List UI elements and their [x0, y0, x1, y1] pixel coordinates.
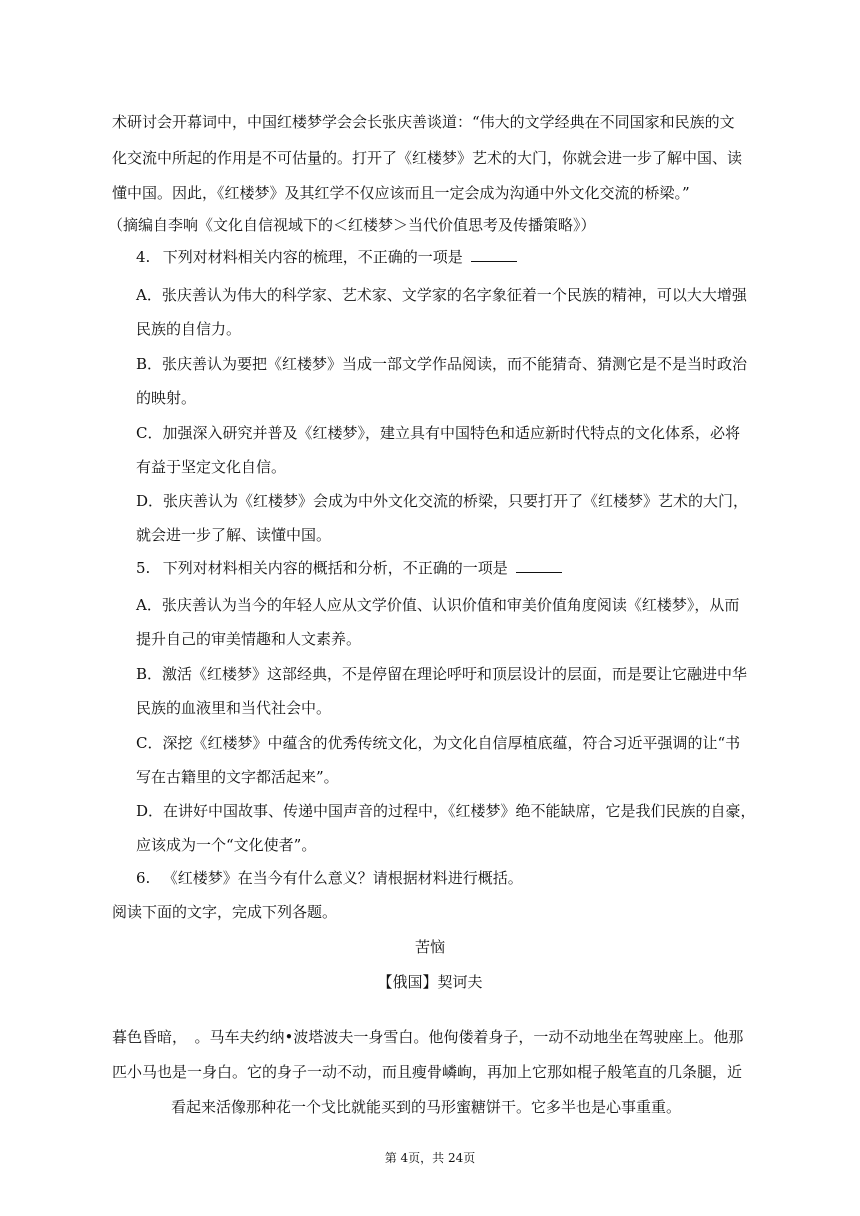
option-d-line2: 应该成为一个“文化使者”。: [136, 836, 317, 854]
option-b-line2: 的映射。: [136, 389, 197, 407]
reading-instruction: 阅读下面的文字，完成下列各题。: [112, 903, 338, 921]
option-c-line2: 写在古籍里的文字都活起来”。: [136, 768, 339, 786]
option-a-line2: 提升自己的审美情趣和人文素养。: [136, 630, 362, 648]
story-author: 【俄国】契诃夫: [377, 973, 483, 991]
story-line: 匹小马也是一身白。它的身子一动不动，而且瘦骨嶙峋，再加上它那如棍子般笔直的几条腿，近: [112, 1063, 743, 1081]
option-c-line1: C．深挖《红楼梦》中蕴含的优秀传统文化，为文化自信厚植底蕴，符合习近平强调的让“书: [136, 734, 741, 752]
question-number: 5.: [136, 559, 151, 577]
question-5-stem: [136, 558, 752, 578]
source-note: （摘编自李响《文化自信视域下的＜红楼梦＞当代价值思考及传播策略》）: [108, 216, 596, 234]
option-b-line1: B．激活《红楼梦》这部经典，不是停留在理论呼吁和顶层设计的层面，而是要让它融进中华: [136, 665, 748, 683]
question-6-stem: [136, 868, 752, 888]
option-a-line1: A．张庆善认为伟大的科学家、艺术家、文学家的名字象征着一个民族的精神，可以大大增强: [136, 286, 747, 304]
passage-line: 术研讨会开幕词中，中国红楼梦学会会长张庆善谈道：“伟大的文学经典在不同国家和民族的文: [112, 113, 735, 131]
option-d-line2: 就会进一步了解、读懂中国。: [136, 526, 332, 544]
question-text: 《红楼梦》在当今有什么意义？请根据材料进行概括。: [162, 869, 523, 887]
passage-line: 化交流中所起的作用是不可估量的。打开了《红楼梦》艺术的大门，你就会进一步了解中国、读: [112, 149, 743, 167]
story-line: 暮色昏暗， 。马车夫约纳•波塔波夫一身雪白。他佝偻着身子，一动不动地坐在驾驶座上。他那: [112, 1028, 744, 1046]
option-a-line2: 民族的自信力。: [136, 320, 242, 338]
answer-blank[interactable]: [471, 247, 517, 262]
option-d-line1: D．张庆善认为《红楼梦》会成为中外文化交流的桥梁，只要打开了《红楼梦》艺术的大门，: [136, 492, 749, 510]
passage-line: 懂中国。因此，《红楼梦》及其红学不仅应该而且一定会成为沟通中外文化交流的桥梁。”: [112, 184, 690, 202]
question-number: 6.: [136, 869, 151, 887]
option-d-line1: D．在讲好中国故事、传递中国声音的过程中，《红楼梦》绝不能缺席，它是我们民族的自豪，: [136, 802, 756, 820]
question-text: 下列对材料相关内容的概括和分析，不正确的一项是: [162, 559, 508, 577]
option-c-line1: C．加强深入研究并普及《红楼梦》，建立具有中国特色和适应新时代特点的文化体系，必将: [136, 424, 740, 442]
answer-blank[interactable]: [516, 558, 562, 573]
option-a-line1: A．张庆善认为当今的年轻人应从文学价值、认识价值和审美价值角度阅读《红楼梦》，从而: [136, 596, 740, 614]
question-4-stem: [136, 247, 752, 267]
story-line: 看起来活像那种花一个戈比就能买到的马形蜜糖饼干。它多半也是心事重重。: [171, 1098, 682, 1116]
question-number: 4.: [136, 248, 151, 266]
page-footer: 第 4页，共 24页: [384, 1151, 476, 1165]
option-b-line2: 民族的血液里和当代社会中。: [136, 699, 332, 717]
story-title: 苦恼: [414, 938, 445, 956]
option-c-line2: 有益于坚定文化自信。: [136, 458, 287, 476]
question-text: 下列对材料相关内容的梳理，不正确的一项是: [162, 248, 463, 266]
option-b-line1: B．张庆善认为要把《红楼梦》当成一部文学作品阅读，而不能猜奇、猜测它是不是当时政治: [136, 355, 748, 373]
